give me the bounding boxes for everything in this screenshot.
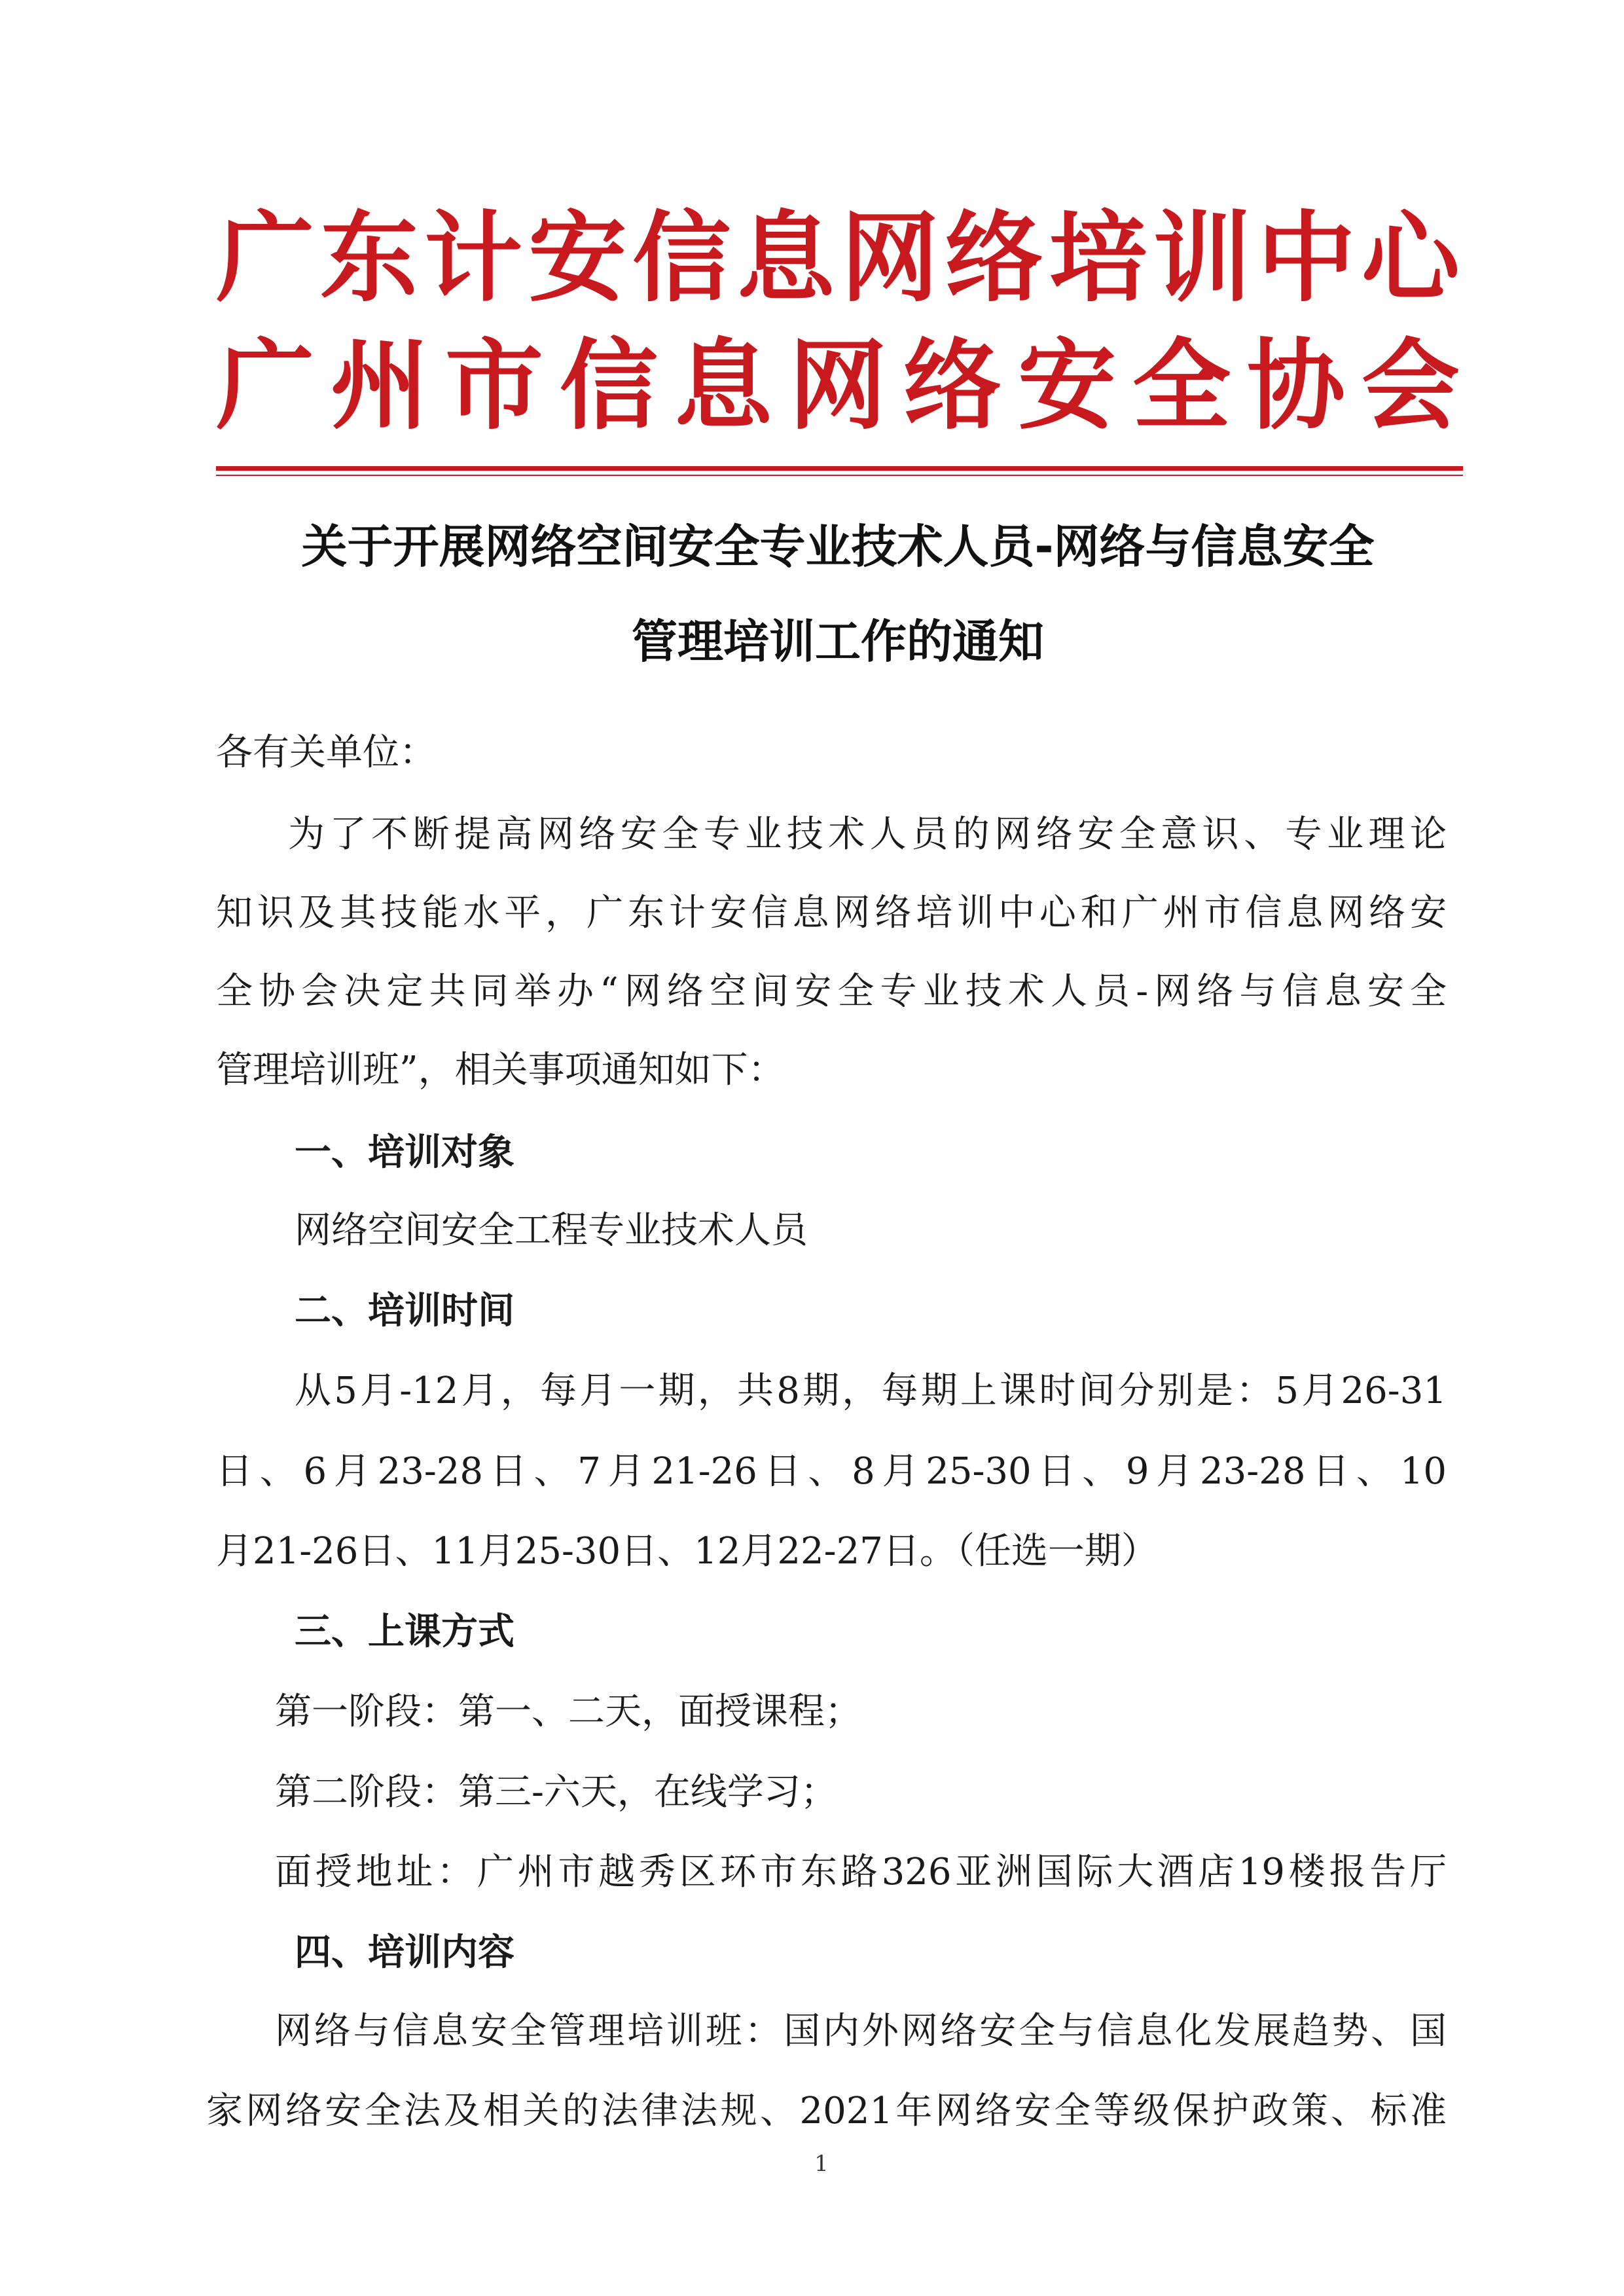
section-line: 第二阶段：第三-六天，在线学习；: [275, 1771, 837, 1813]
section-heading: 四、培训内容: [295, 1931, 514, 1974]
letterhead-org-1: 广东计安信息网络培训中心: [216, 202, 1460, 316]
section-heading: 二、培训时间: [295, 1289, 514, 1332]
section-heading: 一、培训对象: [295, 1131, 514, 1174]
section-line: 第一阶段：第一、二天，面授课程；: [275, 1690, 861, 1733]
section-line: 家网络安全法及相关的法律法规、2021年网络安全等级保护政策、标准: [206, 2090, 1447, 2132]
intro-line: 全协会决定共同举办“网络空间安全专业技术人员-网络与信息安全: [216, 970, 1447, 1013]
section-line: 日、6月23-28日、7月21-26日、8月25-30日、9月23-28日、10: [216, 1450, 1447, 1493]
letterhead-divider-thin: [216, 475, 1463, 476]
section-line: 网络与信息安全管理培训班：国内外网络安全与信息化发展趋势、国: [275, 2010, 1447, 2052]
section-line: 从5月-12月，每月一期，共8期，每期上课时间分别是：5月26-31: [295, 1370, 1447, 1412]
letterhead-divider: [216, 466, 1463, 471]
notice-title-line-2: 管理培训工作的通知: [632, 615, 1044, 668]
intro-line: 知识及其技能水平，广东计安信息网络培训中心和广州市信息网络安: [216, 892, 1447, 934]
intro-line: 管理培训班”，相关事项通知如下：: [216, 1049, 785, 1091]
letterhead-org-2: 广州市信息网络安全协会: [216, 329, 1460, 443]
notice-title-line-1: 关于开展网络空间安全专业技术人员-网络与信息安全: [301, 520, 1375, 574]
intro-line: 为了不断提高网络安全专业技术人员的网络安全意识、专业理论: [288, 813, 1447, 856]
section-line: 月21-26日、11月25-30日、12月22-27日。（任选一期）: [216, 1530, 1158, 1573]
salutation: 各有关单位：: [216, 731, 436, 774]
section-line: 面授地址：广州市越秀区环市东路326亚洲国际大酒店19楼报告厅: [275, 1851, 1447, 1893]
page-number: 1: [814, 2151, 829, 2177]
section-line: 网络空间安全工程专业技术人员: [295, 1209, 808, 1252]
section-heading: 三、上课方式: [295, 1610, 514, 1653]
